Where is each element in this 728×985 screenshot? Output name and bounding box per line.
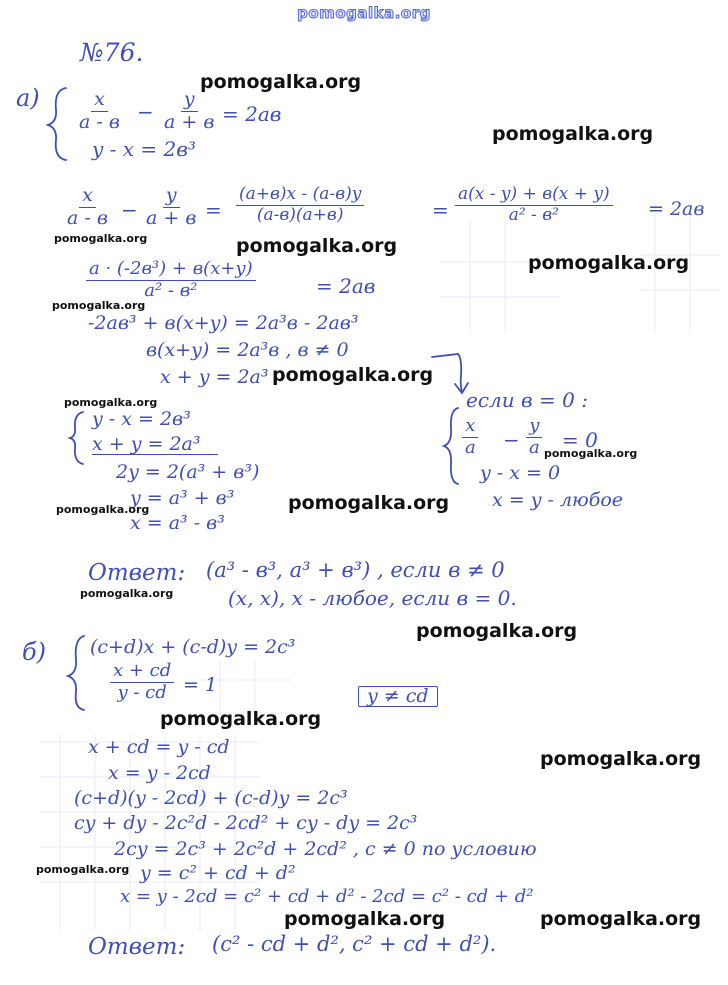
watermark-2: pomogalka.org (492, 123, 654, 145)
fraction-numerator: y (163, 186, 180, 208)
arrow-line (432, 354, 462, 392)
step1-fraction-2 (143, 186, 199, 229)
step1-rhs: = 2aв (648, 198, 705, 220)
answer-a-line1: (a³ - в³, a³ + в³) , если в ≠ 0 (206, 558, 505, 582)
watermark-5: pomogalka.org (528, 252, 690, 274)
watermark-8: pomogalka.org (64, 396, 158, 409)
system-b-line1: (c+d)x + (c-d)y = 2c³ (90, 636, 296, 658)
problem-number: №76. (80, 38, 144, 67)
minus-sign: − (121, 198, 138, 222)
system2-line5: x = a³ - в³ (130, 512, 225, 534)
fraction-denominator: a + в (164, 110, 215, 133)
answer-a-line2: (x, x), x - любое, если в = 0. (228, 586, 517, 610)
fraction-denominator: y - cd (117, 681, 167, 703)
fraction-denominator: a - в (79, 110, 120, 133)
answer-b-value: (c² - cd + d², c² + cd + d²). (212, 932, 497, 956)
site-watermark-top[interactable]: pomogalka.org (297, 4, 431, 22)
case-b0-rhs: = 0 (562, 428, 598, 452)
minus-sign: − (503, 428, 520, 452)
watermark-17: pomogalka.org (284, 908, 446, 930)
fraction-numerator: y (181, 90, 198, 112)
part-b-line5: 2cy = 2c³ + 2c²d + 2cd² , c ≠ 0 по условию (114, 838, 537, 860)
brace-system-a (48, 88, 66, 160)
case-b0-line3: x = y - любое (492, 489, 624, 511)
system2-line4: y = a³ + в³ (130, 487, 235, 509)
watermark-3: pomogalka.org (54, 232, 148, 245)
answer-a-label: Ответ: (88, 560, 186, 586)
equals-sign: = (432, 198, 449, 222)
fraction-numerator: x (91, 90, 108, 112)
case-b0-line2: y - x = 0 (480, 462, 561, 484)
watermark-6: pomogalka.org (52, 299, 146, 312)
watermark-12: pomogalka.org (80, 587, 174, 600)
fraction-numerator: (a+в)x - (a-в)y (236, 186, 364, 206)
fraction-denominator: a (529, 436, 540, 458)
brace-case-b0 (444, 408, 458, 484)
part-b-line2: x = y - 2cd (108, 762, 211, 784)
system-b-fraction (110, 662, 174, 703)
watermark-11: pomogalka.org (56, 503, 150, 516)
watermark-16: pomogalka.org (36, 863, 130, 876)
part-b-line3: (c+d)(y - 2cd) + (c-d)y = 2c³ (74, 787, 348, 809)
system2-line3: 2y = 2(a³ + в³) (116, 461, 260, 483)
watermark-13: pomogalka.org (416, 620, 578, 642)
system-a-eq2: y - x = 2в³ (92, 137, 196, 161)
system-a-fraction-1 (76, 90, 123, 133)
case-b0-fraction-1 (462, 417, 479, 458)
fraction-numerator: x (79, 186, 96, 208)
fraction-denominator: a² - в² (144, 279, 198, 301)
condition-box: y ≠ cd (358, 686, 438, 707)
fraction-denominator: a + в (146, 206, 197, 229)
answer-b-label: Ответ: (88, 934, 186, 960)
part-b-line4: cy + dy - 2c²d - 2cd² + cy - dy = 2c³ (74, 812, 418, 834)
step2-rhs: = 2aв (316, 274, 376, 298)
step1-fraction-4 (455, 186, 613, 225)
part-b-label: б) (22, 638, 47, 666)
watermark-14: pomogalka.org (160, 708, 322, 730)
brace-system-b (68, 636, 84, 710)
system-a-fraction-2 (161, 90, 217, 133)
part-b-line7: x = y - 2cd = c² + cd + d² - 2cd = c² - cd + d² (120, 886, 534, 907)
fraction-denominator: (a-в)(a+в) (256, 204, 344, 225)
system2-line1: y - x = 2в³ (92, 408, 191, 430)
case-b0-fraction-2 (526, 417, 543, 458)
case-b0-title: если в = 0 : (466, 388, 588, 412)
system-b-fraction-rhs: = 1 (183, 674, 218, 696)
watermark-18: pomogalka.org (540, 908, 702, 930)
step4-equation: в(x+y) = 2a³в , в ≠ 0 (146, 339, 349, 361)
fraction-numerator: a(x - y) + в(x + y) (455, 186, 613, 206)
fraction-denominator: a (465, 436, 476, 458)
brace-system-a2 (70, 412, 83, 464)
minus-sign: − (137, 100, 154, 124)
watermark-4: pomogalka.org (236, 235, 398, 257)
step1-fraction-3 (236, 186, 364, 225)
system2-line2: x + y = 2a³ (92, 435, 218, 455)
fraction-numerator: x (462, 417, 478, 438)
watermark-10: pomogalka.org (288, 492, 450, 514)
fraction-numerator: a · (-2в³) + в(x+y) (86, 260, 256, 281)
fraction-denominator: a² - в² (508, 204, 559, 225)
system-a-rhs: = 2aв (222, 102, 282, 126)
step1-fraction-1 (64, 186, 111, 229)
step3-equation: -2aв³ + в(x+y) = 2a³в - 2aв³ (88, 312, 359, 334)
part-b-line1: x + cd = y - cd (88, 736, 230, 758)
fraction-numerator: y (526, 417, 542, 438)
fraction-numerator: x + cd (110, 662, 174, 683)
watermark-1: pomogalka.org (200, 71, 362, 93)
equals-sign: = (205, 198, 222, 222)
part-b-line6: y = c² + cd + d² (140, 862, 296, 884)
watermark-15: pomogalka.org (540, 748, 702, 770)
fraction-denominator: a - в (67, 206, 108, 229)
step2-fraction (86, 260, 256, 301)
watermark-7: pomogalka.org (272, 364, 434, 386)
step5-equation: x + y = 2a³ (160, 366, 269, 388)
part-a-label: а) (16, 84, 40, 112)
watermark-9: pomogalka.org (544, 447, 638, 460)
